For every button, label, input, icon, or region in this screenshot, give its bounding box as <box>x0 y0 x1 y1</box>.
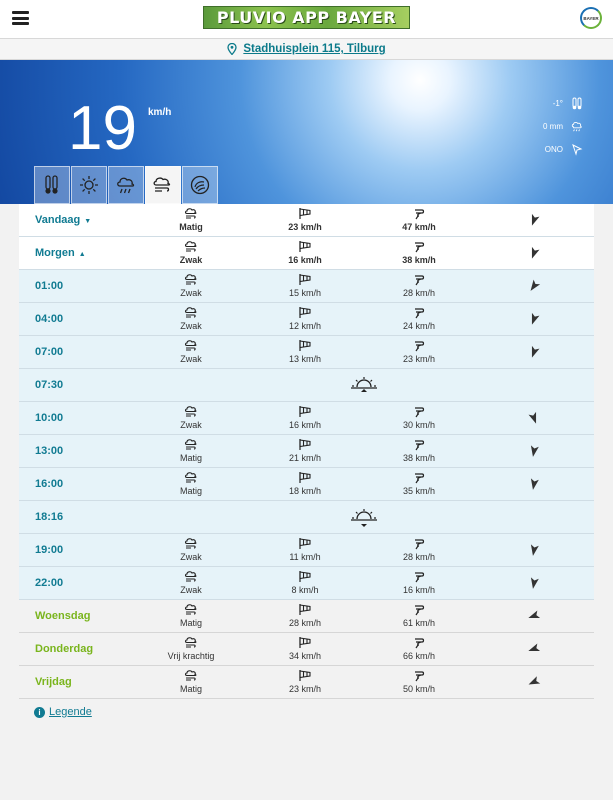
wind-strength-value: Matig <box>179 618 202 628</box>
avg-wind-cell <box>255 570 355 595</box>
row-label-text: 04:00 <box>35 313 64 325</box>
wind-strength-icon <box>184 537 198 550</box>
table-row <box>19 534 594 567</box>
wind-strength-cell <box>141 669 241 694</box>
wind-strength-icon <box>184 570 198 583</box>
wind-strength-cell <box>141 273 241 298</box>
avg-wind-cell <box>255 306 355 331</box>
wind-strength-icon <box>184 438 198 451</box>
tab-wind[interactable] <box>145 166 181 204</box>
wind-strength-icon <box>184 669 198 682</box>
caret-icon: ▲ <box>78 251 86 258</box>
wind-strength-cell <box>141 471 241 496</box>
spray-icon <box>189 174 211 196</box>
gust-value: 28 km/h <box>402 288 435 298</box>
row-label <box>35 544 63 556</box>
wind-strength-value: Matig <box>179 222 203 232</box>
wind-direction-arrow-icon <box>527 213 541 227</box>
wind-direction-arrow-icon <box>527 543 541 557</box>
avg-wind-value: 23 km/h <box>288 684 321 694</box>
gust-value: 30 km/h <box>402 420 435 430</box>
avg-wind-cell <box>255 240 355 265</box>
wind-direction-arrow-icon <box>527 345 541 359</box>
gust-value: 66 km/h <box>402 651 435 661</box>
avg-wind-value: 12 km/h <box>288 321 321 331</box>
wind-gust-icon <box>412 273 426 286</box>
avg-wind-cell <box>255 669 355 694</box>
rain-cloud-icon <box>115 174 137 196</box>
wind-strength-value: Zwak <box>180 288 202 298</box>
avg-wind-value: 8 km/h <box>291 585 319 595</box>
gust-cell <box>369 636 469 661</box>
wind-strength-value: Zwak <box>180 552 202 562</box>
gust-value: 50 km/h <box>402 684 435 694</box>
wind-strength-value: Zwak <box>179 255 203 265</box>
table-row <box>19 567 594 600</box>
row-label <box>35 610 90 622</box>
caret-icon: ▼ <box>84 218 92 225</box>
gust-cell <box>369 405 469 430</box>
gust-cell <box>369 240 469 265</box>
gust-value: 47 km/h <box>402 222 436 232</box>
wind-strength-cell <box>141 207 241 232</box>
avg-wind-value: 16 km/h <box>288 420 321 430</box>
sun-icon <box>78 174 100 196</box>
windsock-icon <box>298 240 312 253</box>
row-label-text: 07:30 <box>35 379 64 391</box>
wind-strength-icon <box>184 240 198 253</box>
wind-strength-icon <box>184 471 198 484</box>
sunset-icon <box>349 508 379 528</box>
wind-strength-icon <box>184 273 198 286</box>
wind-strength-cell <box>141 603 241 628</box>
sunrise-icon <box>349 376 379 396</box>
wind-strength-value: Matig <box>179 684 202 694</box>
windsock-icon <box>298 306 312 319</box>
gust-cell <box>369 273 469 298</box>
wind-strength-cell <box>141 339 241 364</box>
row-label-text: Donderdag <box>35 643 94 655</box>
windsock-icon <box>298 570 312 583</box>
row-label <box>35 214 91 226</box>
wind-direction-arrow-icon <box>527 246 541 260</box>
row-label <box>35 379 63 391</box>
stat-rain-value: 0 mm <box>543 122 563 131</box>
avg-wind-cell <box>255 438 355 463</box>
gust-value: 35 km/h <box>402 486 435 496</box>
avg-wind-value: 13 km/h <box>288 354 321 364</box>
avg-wind-value: 18 km/h <box>288 486 321 496</box>
row-label-text: Vrijdag <box>35 676 72 688</box>
wind-gust-icon <box>412 537 426 550</box>
wind-strength-cell <box>141 240 241 265</box>
gust-cell <box>369 306 469 331</box>
forecast-table <box>19 204 594 699</box>
app-logo[interactable] <box>203 6 410 29</box>
windsock-icon <box>298 669 312 682</box>
gust-value: 61 km/h <box>402 618 435 628</box>
windsock-icon <box>298 471 312 484</box>
row-label-text: Morgen <box>35 247 75 259</box>
rain-cloud-icon <box>571 120 583 133</box>
table-row <box>19 336 594 369</box>
tab-sun[interactable] <box>71 166 107 204</box>
gust-cell <box>369 471 469 496</box>
row-label-text: 18:16 <box>35 511 64 523</box>
gust-cell <box>369 669 469 694</box>
row-label-text: 13:00 <box>35 445 64 457</box>
row-label-text: 19:00 <box>35 544 64 556</box>
wind-strength-icon <box>184 603 198 616</box>
wind-strength-cell <box>141 636 241 661</box>
wind-direction-arrow-icon <box>527 411 541 425</box>
wind-strength-value: Zwak <box>180 321 202 331</box>
wind-direction-arrow-icon <box>527 675 541 689</box>
wind-strength-value: Vrij krachtig <box>167 651 215 661</box>
wind-strength-icon <box>184 306 198 319</box>
avg-wind-cell <box>255 405 355 430</box>
row-label <box>35 445 63 457</box>
wind-gust-icon <box>412 240 426 253</box>
windsock-icon <box>298 537 312 550</box>
wind-strength-value: Zwak <box>180 420 202 430</box>
table-row <box>19 600 594 633</box>
table-row <box>19 402 594 435</box>
gust-value: 38 km/h <box>402 255 436 265</box>
wind-strength-icon <box>184 636 198 649</box>
windsock-icon <box>298 636 312 649</box>
row-label <box>35 511 63 523</box>
row-label-text: Vandaag <box>35 214 81 226</box>
wind-gust-icon <box>412 339 426 352</box>
current-wind-unit: km/h <box>148 107 172 118</box>
stat-rain <box>543 120 583 133</box>
table-row <box>19 303 594 336</box>
windsock-icon <box>298 339 312 352</box>
legend-text: Legende <box>49 706 92 718</box>
location-bar <box>0 38 613 60</box>
gust-cell <box>369 438 469 463</box>
hamburger-menu-icon[interactable] <box>12 11 29 25</box>
avg-wind-cell <box>255 207 355 232</box>
avg-wind-cell <box>255 273 355 298</box>
gust-cell <box>369 603 469 628</box>
location-link[interactable]: Stadhuisplein 115, Tilburg <box>243 43 386 55</box>
avg-wind-value: 28 km/h <box>288 618 321 628</box>
gust-cell <box>369 537 469 562</box>
avg-wind-value: 16 km/h <box>288 255 322 265</box>
row-label <box>35 478 63 490</box>
avg-wind-value: 34 km/h <box>288 651 321 661</box>
wind-strength-cell <box>141 438 241 463</box>
avg-wind-cell <box>255 537 355 562</box>
wind-gust-icon <box>412 471 426 484</box>
table-row <box>19 270 594 303</box>
wind-strength-value: Zwak <box>180 585 202 595</box>
gust-cell <box>369 339 469 364</box>
row-label-text: 22:00 <box>35 577 64 589</box>
current-wind-speed: 19 <box>68 94 137 163</box>
table-row[interactable] <box>19 237 594 270</box>
wind-gust-icon <box>412 207 426 220</box>
gust-value: 23 km/h <box>402 354 435 364</box>
tab-rain[interactable] <box>108 166 144 204</box>
avg-wind-cell <box>255 471 355 496</box>
stat-wind-direction <box>545 143 583 156</box>
wind-gust-icon <box>412 603 426 616</box>
windsock-icon <box>298 603 312 616</box>
table-row <box>19 501 594 534</box>
row-label <box>35 412 63 424</box>
windsock-icon <box>298 405 312 418</box>
wind-gust-icon <box>412 405 426 418</box>
windsock-icon <box>298 207 312 220</box>
avg-wind-cell <box>255 636 355 661</box>
avg-wind-value: 11 km/h <box>289 552 321 562</box>
row-label <box>35 643 93 655</box>
tab-temperature[interactable] <box>34 166 70 204</box>
legend-link[interactable] <box>34 706 92 718</box>
logo-text: PLUVIO APP BAYER <box>216 8 397 27</box>
wind-gust-icon <box>412 636 426 649</box>
row-label <box>35 313 63 325</box>
metric-tabs <box>34 166 218 204</box>
row-label-text: 01:00 <box>35 280 64 292</box>
gust-value: 28 km/h <box>402 552 435 562</box>
wind-gust-icon <box>412 306 426 319</box>
avg-wind-value: 15 km/h <box>288 288 321 298</box>
stat-temperature-value: -1° <box>552 99 563 108</box>
row-label <box>35 676 72 688</box>
wind-direction-arrow-icon <box>527 312 541 326</box>
stat-wind-direction-value: ONO <box>544 145 563 154</box>
table-row <box>19 369 594 402</box>
avg-wind-cell <box>255 339 355 364</box>
thermometer-icon <box>41 174 63 196</box>
row-label-text: 16:00 <box>35 478 64 490</box>
wind-strength-value: Zwak <box>180 354 202 364</box>
row-label-text: Woensdag <box>35 610 91 622</box>
wind-strength-icon <box>184 405 198 418</box>
gust-value: 16 km/h <box>402 585 435 595</box>
row-label-text: 10:00 <box>35 412 64 424</box>
row-label <box>35 346 63 358</box>
wind-strength-value: Matig <box>179 486 202 496</box>
bayer-logo-icon <box>580 7 602 29</box>
wind-direction-arrow-icon <box>527 642 541 656</box>
table-row <box>19 468 594 501</box>
hero-panel <box>0 60 613 204</box>
wind-direction-arrow-icon <box>527 477 541 491</box>
gust-cell <box>369 207 469 232</box>
wind-strength-cell <box>141 405 241 430</box>
top-bar <box>0 0 613 38</box>
info-icon: i <box>34 707 45 718</box>
wind-gust-icon <box>412 570 426 583</box>
row-label <box>35 247 86 259</box>
row-label-text: 07:00 <box>35 346 64 358</box>
location-pin-icon <box>227 43 237 55</box>
wind-direction-arrow-icon <box>527 444 541 458</box>
avg-wind-cell <box>255 603 355 628</box>
avg-wind-value: 23 km/h <box>288 222 322 232</box>
tab-spray[interactable] <box>182 166 218 204</box>
stat-temperature <box>553 97 583 110</box>
wind-direction-arrow-icon <box>527 279 541 293</box>
wind-direction-icon <box>571 143 583 156</box>
wind-direction-arrow-icon <box>527 609 541 623</box>
wind-strength-value: Matig <box>179 453 202 463</box>
gust-cell <box>369 570 469 595</box>
table-row <box>19 666 594 699</box>
row-label <box>35 577 63 589</box>
wind-cloud-icon <box>152 174 174 196</box>
wind-direction-arrow-icon <box>527 576 541 590</box>
wind-strength-icon <box>184 339 198 352</box>
wind-strength-cell <box>141 570 241 595</box>
wind-strength-cell <box>141 537 241 562</box>
table-row <box>19 633 594 666</box>
table-row[interactable] <box>19 204 594 237</box>
avg-wind-value: 21 km/h <box>288 453 321 463</box>
windsock-icon <box>298 273 312 286</box>
thermometer-icon <box>571 97 583 110</box>
gust-value: 38 km/h <box>402 453 435 463</box>
row-label <box>35 280 63 292</box>
gust-value: 24 km/h <box>402 321 435 331</box>
wind-strength-cell <box>141 306 241 331</box>
table-row <box>19 435 594 468</box>
bayer-logo-text: BAYER <box>583 15 599 21</box>
wind-gust-icon <box>412 669 426 682</box>
wind-gust-icon <box>412 438 426 451</box>
wind-strength-icon <box>184 207 198 220</box>
windsock-icon <box>298 438 312 451</box>
